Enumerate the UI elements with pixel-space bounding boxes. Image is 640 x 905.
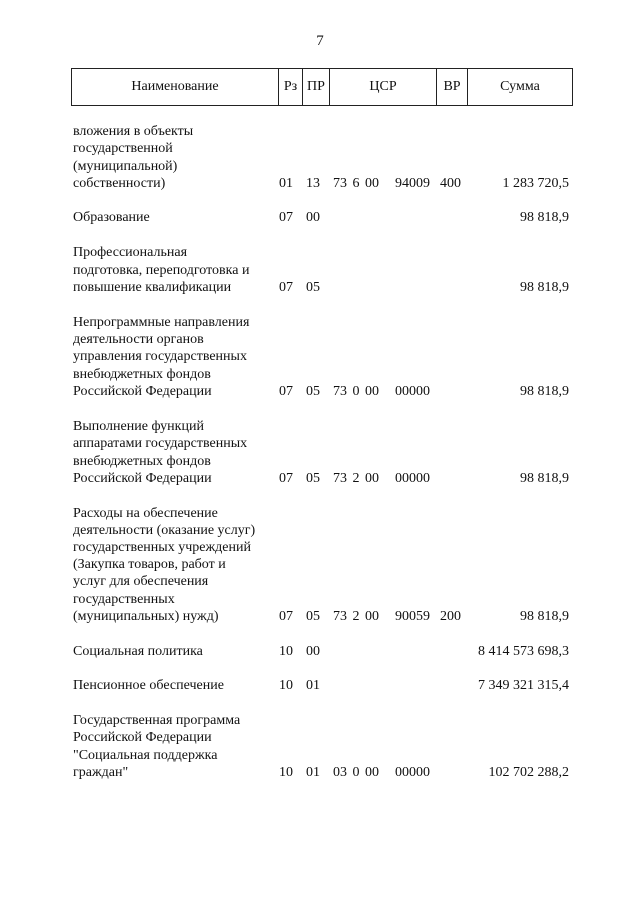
table-header xyxy=(71,68,573,106)
row-pr: 01 xyxy=(306,764,320,780)
table-row xyxy=(0,677,640,694)
header-name: Наименование xyxy=(72,69,279,105)
row-csr: 73 2 00 xyxy=(333,470,379,486)
header-rz: Рз xyxy=(279,69,303,105)
row-rz: 10 xyxy=(279,677,293,693)
row-sum: 98 818,9 xyxy=(520,608,569,624)
page-number: 7 xyxy=(316,33,324,49)
row-csr: 73 6 00 xyxy=(333,175,379,191)
row-name: Расходы на обеспечение деятельности (оказание услуг) государственных учреждений (Закупка товаров, работ и услуг для обеспечения государственных (муниципальных) нужд) xyxy=(73,505,256,624)
header-pr: ПР xyxy=(303,69,330,105)
row-rz: 07 xyxy=(279,608,293,624)
row-name: Государственная программа Российской Федерации "Социальная поддержка граждан" xyxy=(73,713,241,780)
table-row xyxy=(0,712,640,781)
row-sum: 102 702 288,2 xyxy=(488,764,569,780)
row-rz: 07 xyxy=(279,209,293,225)
row-vr: 400 xyxy=(440,175,461,191)
row-pr: 05 xyxy=(306,383,320,399)
row-rz: 07 xyxy=(279,279,293,295)
table-row xyxy=(0,209,640,226)
row-pr: 05 xyxy=(306,608,320,624)
row-rz: 07 xyxy=(279,383,293,399)
row-vr: 200 xyxy=(440,608,461,624)
header-vr: ВР xyxy=(437,69,468,105)
row-sum: 98 818,9 xyxy=(520,209,569,225)
row-csr-code: 90059 xyxy=(395,608,430,624)
row-sum: 98 818,9 xyxy=(520,279,569,295)
table-row xyxy=(0,124,640,192)
header-sum: Сумма xyxy=(500,79,540,94)
row-pr: 13 xyxy=(306,175,320,191)
table-row xyxy=(0,244,640,296)
table-row xyxy=(0,418,640,487)
row-sum: 1 283 720,5 xyxy=(502,175,569,191)
row-rz: 01 xyxy=(279,175,293,191)
row-rz: 10 xyxy=(279,643,293,659)
row-sum: 7 349 321 315,4 xyxy=(478,677,569,693)
row-pr: 00 xyxy=(306,209,320,225)
row-name: Образование xyxy=(73,209,150,225)
row-csr: 73 0 00 xyxy=(333,383,379,399)
row-csr: 03 0 00 xyxy=(333,764,379,780)
row-pr: 01 xyxy=(306,677,320,693)
row-csr-code: 94009 xyxy=(395,175,430,191)
table-row xyxy=(0,314,640,400)
row-name: вложения в объекты государственной (муниципальной) собственности) xyxy=(73,124,194,191)
row-pr: 00 xyxy=(306,643,320,659)
row-sum: 98 818,9 xyxy=(520,470,569,486)
row-name: Профессиональная подготовка, переподготовка и повышение квалификации xyxy=(73,245,250,295)
row-name: Пенсионное обеспечение xyxy=(73,677,224,693)
row-name: Выполнение функций аппаратами государственных внебюджетных фондов Российской Федерации xyxy=(73,419,248,486)
table-row xyxy=(0,643,640,660)
row-name: Непрограммные направления деятельности органов управления государственных внебюджетных фондов Российской Федерации xyxy=(73,314,250,399)
row-name: Социальная политика xyxy=(73,643,203,659)
table-row xyxy=(0,504,640,625)
row-sum: 98 818,9 xyxy=(520,383,569,399)
row-csr: 73 2 00 xyxy=(333,608,379,624)
row-pr: 05 xyxy=(306,470,320,486)
header-csr: ЦСР xyxy=(330,69,437,105)
row-rz: 07 xyxy=(279,470,293,486)
row-rz: 10 xyxy=(279,764,293,780)
row-csr-code: 00000 xyxy=(395,383,430,399)
row-csr-code: 00000 xyxy=(395,470,430,486)
row-pr: 05 xyxy=(306,279,320,295)
row-csr-code: 00000 xyxy=(395,764,430,780)
row-sum: 8 414 573 698,3 xyxy=(478,643,569,659)
